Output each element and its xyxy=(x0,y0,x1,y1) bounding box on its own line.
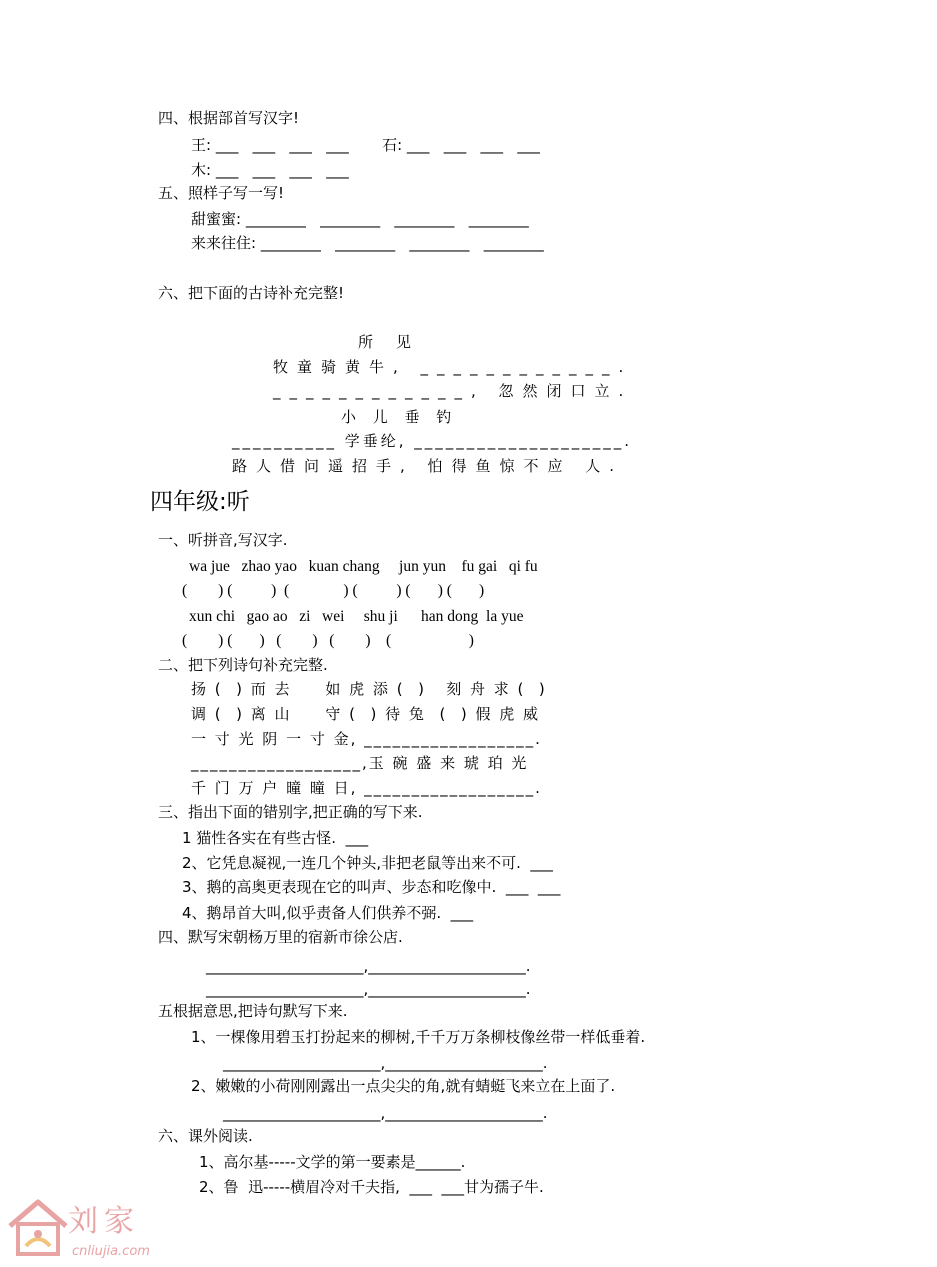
logo-url: cnliujia.com xyxy=(72,1244,150,1259)
q3-title: 三、指出下面的错别字,把正确的写下来. xyxy=(158,803,423,821)
section-4-title: 四、根据部首写汉字! xyxy=(158,109,300,127)
q3-item: 2、它凭息凝视,一连几个钟头,非把老鼠等出来不可. ___ xyxy=(182,854,553,872)
q4-blank-line: _____________________,_____________________. xyxy=(206,957,531,975)
q2-line: 一 寸 光 阴 一 寸 金, __________________. xyxy=(191,730,542,748)
q5-blank-1: _____________________,_____________________. xyxy=(223,1054,548,1072)
q5-item-1: 1、一棵像用碧玉打扮起来的柳树,千千万万条柳枝像丝带一样低垂着. xyxy=(191,1028,646,1046)
q3-item: 4、鹅昂首大叫,似乎责备人们供养不弼. ___ xyxy=(182,904,474,922)
q3-item: 3、鹅的高奥更表现在它的叫声、步态和吃像中. ___ ___ xyxy=(182,878,561,896)
q5-blank-2: _____________________,_____________________. xyxy=(223,1104,548,1122)
q6-item-2: 2、鲁 迅-----横眉冷对千夫指, ___ ___甘为孺子牛. xyxy=(199,1178,544,1196)
q4-blank-line: _____________________,_____________________. xyxy=(206,980,531,998)
q3-item: 1 猫性各实在有些古怪. ___ xyxy=(182,829,369,847)
section-6-title: 六、把下面的古诗补充完整! xyxy=(158,284,345,302)
q5-item-2: 2、嫩嫩的小荷刚刚露出一点尖尖的角,就有蜻蜓飞来立在上面了. xyxy=(191,1077,616,1095)
section-5-line-2: 来来往住: ________ ________ ________ ________ xyxy=(191,234,544,252)
q2-title: 二、把下列诗句补充完整. xyxy=(158,656,328,674)
q2-line: 扬 ( ) 而 去 如 虎 添 ( ) 刻 舟 求 ( ) xyxy=(191,680,547,698)
poem-line: __________ 学垂纶, ____________________. xyxy=(232,432,633,450)
q6-title: 六、课外阅读. xyxy=(158,1127,253,1145)
poem-title: 所 见 xyxy=(358,333,416,351)
grade-heading: 四年级:听 xyxy=(150,489,250,515)
q4-title: 四、默写宋朝杨万里的宿新市徐公店. xyxy=(158,928,403,946)
poem-line: 牧童骑黄牛, ____________. xyxy=(273,358,633,376)
section-5-title: 五、照样子写一写! xyxy=(158,184,285,202)
q1-title: 一、听拼音,写汉字. xyxy=(158,531,288,549)
poem-subtitle: 小 儿 垂 钓 xyxy=(341,408,458,426)
q2-line: __________________,玉 碗 盛 来 琥 珀 光 xyxy=(191,754,529,772)
poem-line: 路人借问遥招手, 怕得鱼惊不应 人. xyxy=(232,457,624,475)
q5-title: 五根据意思,把诗句默写下来. xyxy=(158,1002,348,1020)
q2-line: 调 ( ) 离 山 守 ( ) 待 兔 ( ) 假 虎 威 xyxy=(191,705,541,723)
poem-line: ____________, 忽然闭口立. xyxy=(273,382,633,400)
q1-pinyin-row-1: wa jue zhao yao kuan chang jun yun fu gai qi fu xyxy=(189,558,538,575)
q1-bracket-row-2: ( ) ( ) ( ) ( ) ( ) xyxy=(182,632,474,649)
section-4-line-2: 木: ___ ___ ___ ___ xyxy=(191,161,349,179)
q2-line: 千 门 万 户 曈 曈 日, __________________. xyxy=(191,779,542,797)
logo-text: 刘家 xyxy=(68,1204,140,1239)
q1-bracket-row-1: ( ) ( ) ( ) ( ) ( ) ( ) xyxy=(182,582,485,599)
q1-pinyin-row-2: xun chi gao ao zi wei shu ji han dong la yue xyxy=(189,608,524,625)
section-4-line-1: 王: ___ ___ ___ ___ 石: ___ ___ ___ ___ xyxy=(191,136,540,154)
q6-item-1: 1、高尔基-----文学的第一要素是______. xyxy=(199,1153,466,1171)
section-5-line-1: 甜蜜蜜: ________ ________ ________ ________ xyxy=(191,210,529,228)
